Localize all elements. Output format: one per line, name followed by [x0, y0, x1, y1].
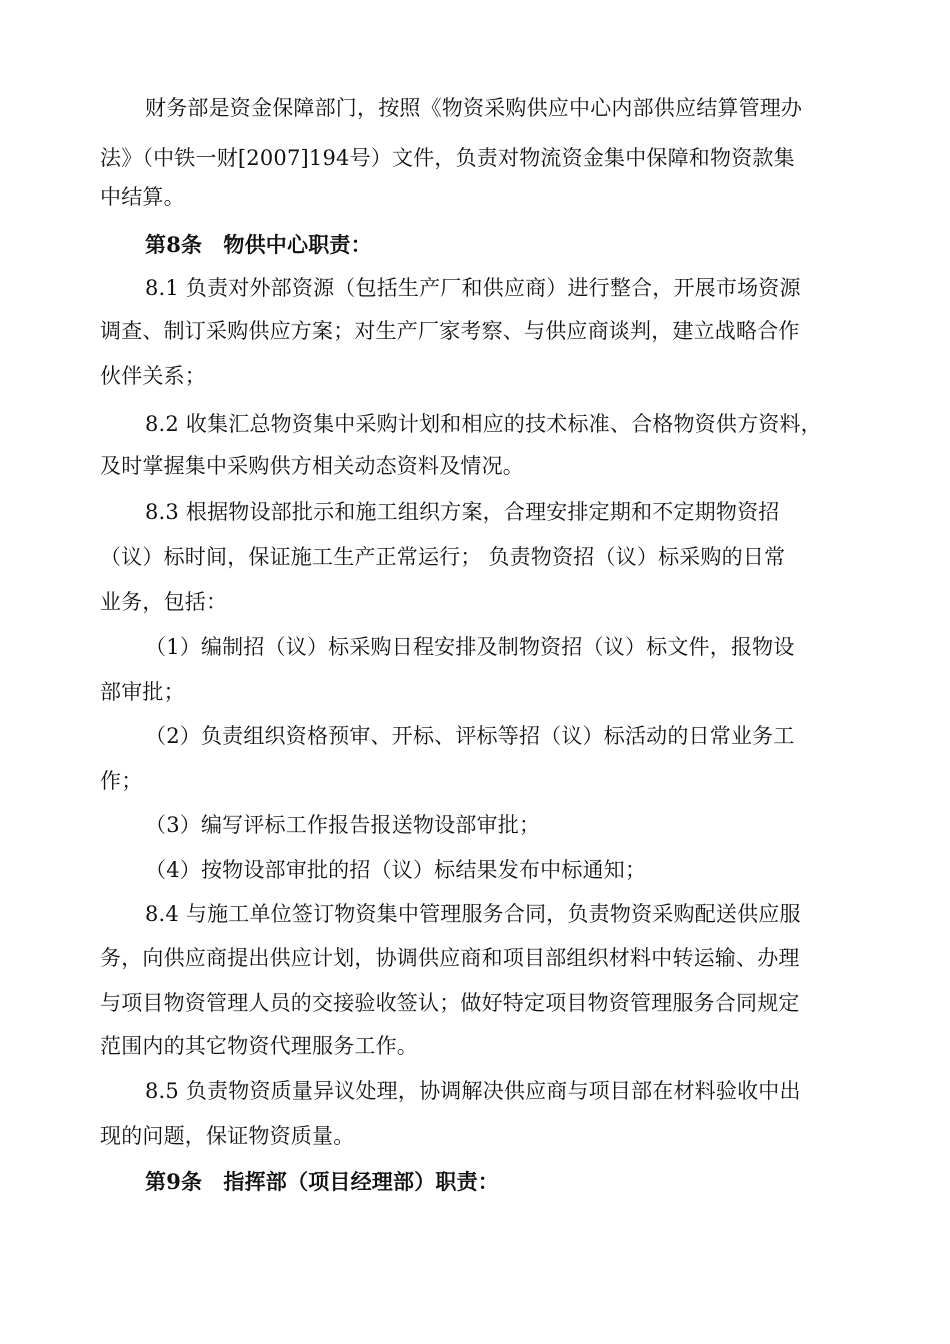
clause-8-3-line-3: 业务，包括： [100, 590, 228, 614]
item-2-line-2: 作； [100, 769, 143, 793]
paragraph-finance-line-3: 中结算。 [100, 185, 185, 209]
clause-8-3-line-1: 8.3 根据物设部批示和施工组织方案，合理安排定期和不定期物资招 [145, 500, 780, 524]
clause-8-4-line-2: 务，向供应商提出供应计划，协调供应商和项目部组织材料中转运输、办理 [100, 946, 800, 970]
clause-8-4-line-4: 范围内的其它物资代理服务工作。 [100, 1034, 418, 1058]
clause-8-5-line-2: 现的问题，保证物资质量。 [100, 1124, 355, 1148]
item-2-line-1: （2）负责组织资格预审、开标、评标等招（议）标活动的日常业务工 [145, 724, 795, 748]
clause-8-3-line-2: （议）标时间，保证施工生产正常运行； 负责物资招（议）标采购的日常 [100, 545, 786, 569]
item-1-line-2: 部审批； [100, 680, 185, 704]
clause-8-4-line-3: 与项目物资管理人员的交接验收签认；做好特定项目物资管理服务合同规定 [100, 991, 800, 1015]
clause-8-1-line-1: 8.1 负责对外部资源（包括生产厂和供应商）进行整合，开展市场资源 [145, 276, 801, 300]
clause-8-2-line-2: 及时掌握集中采购供方相关动态资料及情况。 [100, 454, 524, 478]
clause-8-1-line-3: 伙伴关系； [100, 364, 206, 388]
clause-8-5-line-1: 8.5 负责物资质量异议处理，协调解决供应商与项目部在材料验收中出 [145, 1079, 801, 1103]
paragraph-finance-line-2: 法》（中铁一财[2007]194号）文件，负责对物流资金集中保障和物资款集 [100, 146, 795, 170]
article-9-heading: 第9条 指挥部（项目经理部）职责： [145, 1169, 500, 1194]
article-8-heading: 第8条 物供中心职责： [145, 232, 372, 257]
clause-8-1-line-2: 调查、制订采购供应方案；对生产厂家考察、与供应商谈判，建立战略合作 [100, 319, 800, 343]
paragraph-finance-line-1: 财务部是资金保障部门，按照《物资采购供应中心内部供应结算管理办 [145, 96, 803, 120]
item-3-line-1: （3）编写评标工作报告报送物设部审批； [145, 813, 541, 837]
item-4-line-1: （4）按物设部审批的招（议）标结果发布中标通知； [145, 858, 647, 882]
clause-8-4-line-1: 8.4 与施工单位签订物资集中管理服务合同，负责物资采购配送供应服 [145, 902, 801, 926]
item-1-line-1: （1）编制招（议）标采购日程安排及制物资招（议）标文件，报物设 [145, 635, 795, 659]
clause-8-2-line-1: 8.2 收集汇总物资集中采购计划和相应的技术标准、合格物资供方资料， [145, 412, 822, 436]
